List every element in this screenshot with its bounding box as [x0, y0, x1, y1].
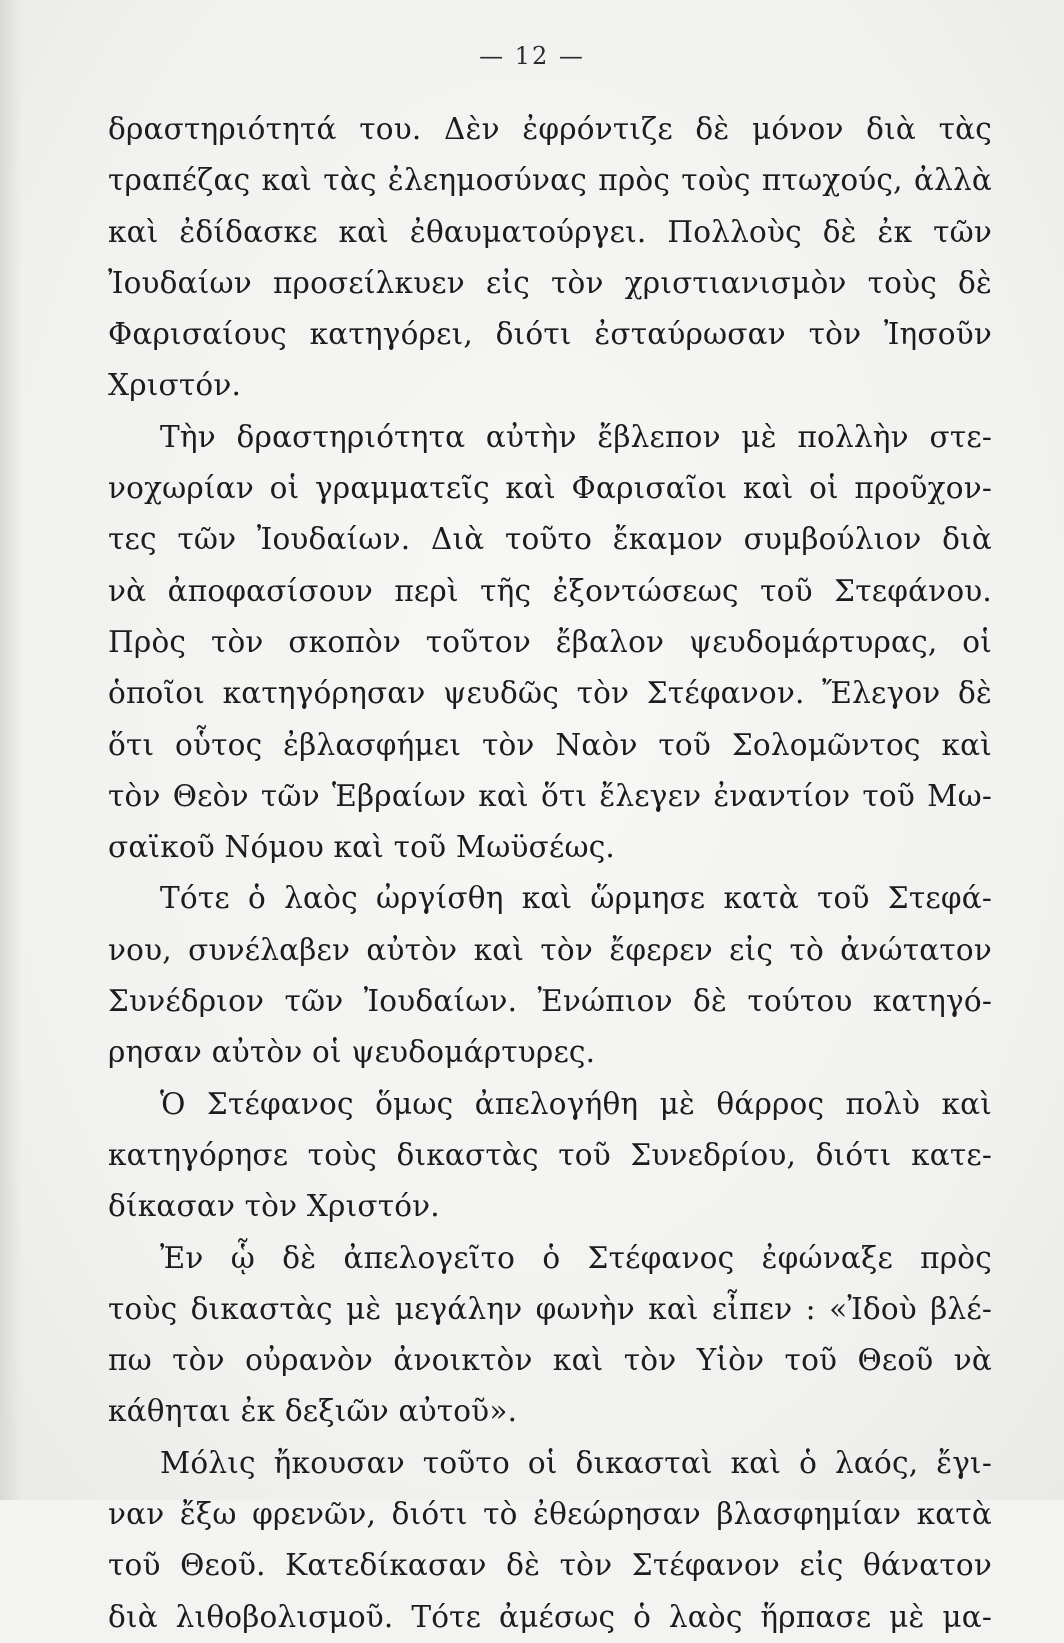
- text-line: διὰ λιθοβολισμοῦ. Τότε ἀμέσως ὁ λαὸς ἥρπασε μὲ μα-: [108, 1599, 992, 1634]
- text-line: Ἐν ᾧ δὲ ἀπελογεῖτο ὁ Στέφανος ἐφώναξε πρὸς: [160, 1240, 992, 1275]
- text-line: ναν ἔξω φρενῶν, διότι τὸ ἐθεώρησαν βλασφημίαν κατὰ: [108, 1497, 992, 1532]
- text-line: τοῦ Θεοῦ. Κατεδίκασαν δὲ τὸν Στέφανον εἰς θάνατον: [108, 1548, 992, 1583]
- text-line: νὰ ἀποφασίσουν περὶ τῆς ἐξοντώσεως τοῦ Στεφάνου.: [108, 573, 992, 608]
- text-line: ὁποῖοι κατηγόρησαν ψευδῶς τὸν Στέφανον. Ἔλεγον δὲ: [108, 676, 992, 711]
- text-line: πω τὸν οὐρανὸν ἀνοικτὸν καὶ τὸν Υἱὸν τοῦ Θεοῦ νὰ: [108, 1343, 992, 1378]
- text-line: κάθηται ἐκ δεξιῶν αὐτοῦ».: [108, 1394, 518, 1429]
- text-line: Χριστόν.: [108, 368, 242, 403]
- page-number: — 12 —: [479, 42, 585, 70]
- text-line: τραπέζας καὶ τὰς ἐλεημοσύνας πρὸς τοὺς πτωχούς, ἀλλὰ: [108, 163, 992, 198]
- text-line: νοχωρίαν οἱ γραμματεῖς καὶ Φαρισαῖοι καὶ οἱ προῦχον-: [108, 471, 992, 506]
- text-line: Φαρισαίους κατηγόρει, διότι ἐσταύρωσαν τὸν Ἰησοῦν: [108, 317, 992, 352]
- text-line: Τότε ὁ λαὸς ὠργίσθη καὶ ὥρμησε κατὰ τοῦ Στεφά-: [160, 881, 992, 916]
- text-line: νου, συνέλαβεν αὐτὸν καὶ τὸν ἔφερεν εἰς τὸ ἀνώτατον: [108, 932, 992, 967]
- text-line: τὸν Θεὸν τῶν Ἑβραίων καὶ ὅτι ἔλεγεν ἐναντίον τοῦ Μω-: [108, 778, 992, 813]
- text-line: ὅτι οὗτος ἐβλασφήμει τὸν Ναὸν τοῦ Σολομῶντος καὶ: [108, 727, 992, 762]
- body-text: [108, 104, 992, 1643]
- text-line: ρησαν αὐτὸν οἱ ψευδομάρτυρες.: [108, 1035, 596, 1070]
- text-line: Ὁ Στέφανος ὅμως ἀπελογήθη μὲ θάρρος πολὺ καὶ: [160, 1086, 992, 1121]
- text-line: Ἰουδαίων προσείλκυεν εἰς τὸν χριστιανισμὸν τοὺς δὲ: [108, 265, 992, 300]
- text-line: Τὴν δραστηριότητα αὐτὴν ἔβλεπον μὲ πολλὴν στε-: [160, 419, 992, 454]
- page-edge-shadow: [0, 0, 22, 1500]
- text-line: τες τῶν Ἰουδαίων. Διὰ τοῦτο ἔκαμον συμβούλιον διὰ: [108, 522, 992, 557]
- text-line: Συνέδριον τῶν Ἰουδαίων. Ἐνώπιον δὲ τούτου κατηγό-: [108, 984, 992, 1019]
- text-line: καὶ ἐδίδασκε καὶ ἐθαυματούργει. Πολλοὺς δὲ ἐκ τῶν: [108, 214, 992, 249]
- text-line: Πρὸς τὸν σκοπὸν τοῦτον ἔβαλον ψευδομάρτυρας, οἱ: [108, 624, 992, 659]
- text-line: σαϊκοῦ Νόμου καὶ τοῦ Μωϋσέως.: [108, 830, 616, 865]
- text-line: κατηγόρησε τοὺς δικαστὰς τοῦ Συνεδρίου, διότι κατε-: [108, 1137, 992, 1172]
- text-line: δίκασαν τὸν Χριστόν.: [108, 1189, 440, 1224]
- text-line: Μόλις ἤκουσαν τοῦτο οἱ δικασταὶ καὶ ὁ λαός, ἔγι-: [160, 1445, 992, 1480]
- text-line: τοὺς δικαστὰς μὲ μεγάλην φωνὴν καὶ εἶπεν : «Ἰδοὺ βλέ-: [108, 1291, 992, 1326]
- text-line: δραστηριότητά του. Δὲν ἐφρόντιζε δὲ μόνον διὰ τὰς: [108, 112, 992, 146]
